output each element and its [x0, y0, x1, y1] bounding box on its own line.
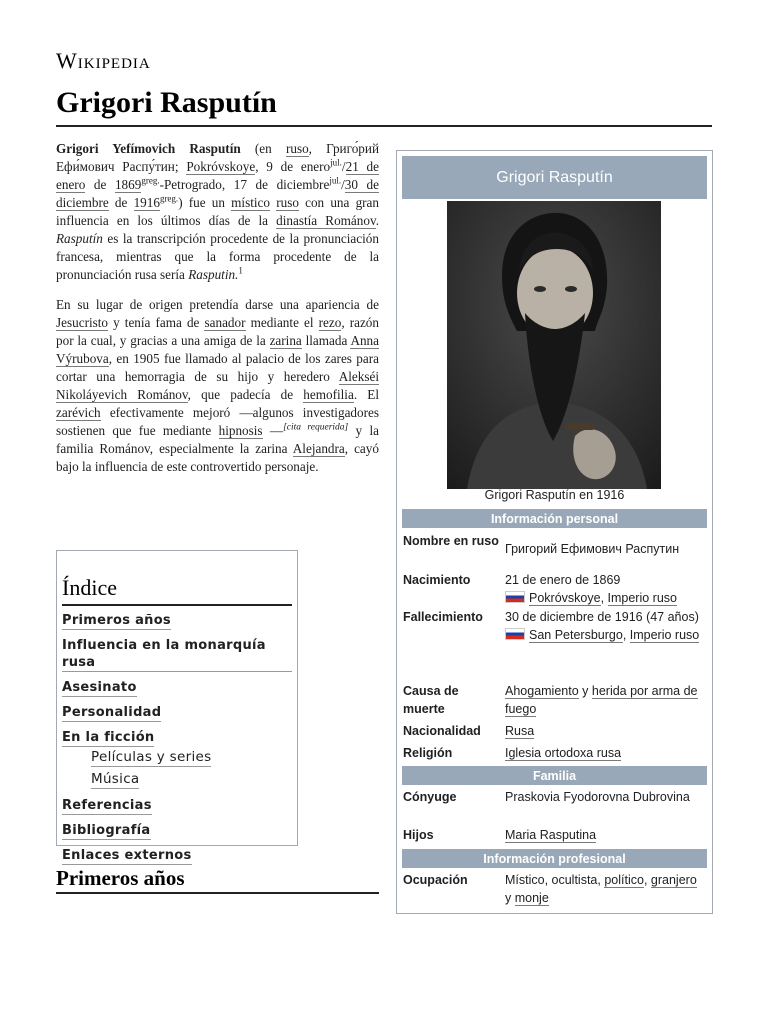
- link-rusa[interactable]: Rusa: [505, 724, 535, 738]
- link-maria-rasputina[interactable]: Maria Rasputina: [505, 828, 597, 842]
- link-jesucristo[interactable]: Jesucristo: [56, 315, 109, 330]
- infobox-title: Grigori Rasputín: [402, 156, 707, 199]
- toc-item-personalidad[interactable]: Personalidad: [62, 705, 162, 720]
- text: /: [341, 159, 346, 174]
- section-heading: Primeros años: [56, 866, 185, 890]
- row-religion: [403, 744, 706, 762]
- portrait-image: [447, 201, 661, 489]
- text: , que padecía de: [187, 387, 304, 402]
- superscript-jul[interactable]: jul.: [330, 157, 342, 168]
- portrait-photo[interactable]: [447, 201, 661, 489]
- italic-term: Rasputín: [56, 231, 103, 246]
- value-fallecimiento: [505, 608, 705, 644]
- link-anna-vyrubova[interactable]: Anna Výrubova: [56, 333, 380, 366]
- label-conyuge: Cónyuge: [403, 790, 457, 804]
- value-conyuge: Praskovia Fyodorovna Dubrovina: [505, 790, 690, 804]
- link-21-enero[interactable]: 21 de enero: [56, 159, 380, 192]
- row-nacionalidad: [403, 722, 706, 740]
- label-nombre: Nombre en ruso: [403, 534, 499, 548]
- article-lead: [56, 140, 379, 488]
- superscript-jul[interactable]: jul.: [329, 175, 342, 186]
- label-nacimiento: Nacimiento: [403, 573, 471, 587]
- link-hipnosis[interactable]: hipnosis: [218, 423, 263, 438]
- text: es la transcripción procedente de la pronunciación francesa, mientras que la forma procedente de la pronunciación rusa sería: [56, 231, 379, 282]
- title-divider: [56, 125, 712, 127]
- link-politico[interactable]: político: [604, 873, 644, 887]
- text: /: [341, 177, 345, 192]
- link-pokrovskoye[interactable]: Pokróvskoye: [186, 159, 256, 174]
- row-nombre: [403, 532, 706, 568]
- separator: y: [578, 684, 592, 698]
- label-ocupacion: Ocupación: [403, 873, 468, 887]
- link-30-diciembre[interactable]: 30 de diciembre: [56, 177, 379, 210]
- text: , en 1905 fue llamado al palacio de los zares para cortar una hemorragia de su hijo y heredero: [56, 351, 379, 384]
- link-san-petersburgo[interactable]: San Petersburgo: [529, 628, 623, 642]
- birth-date: 21 de enero de 1869: [505, 573, 621, 587]
- label-religion: Religión: [403, 746, 453, 760]
- table-of-contents: [56, 550, 298, 863]
- toc-item-influencia[interactable]: Influencia en la monarquía rusa: [62, 637, 292, 672]
- citation-needed[interactable]: [cita requerida]: [283, 422, 349, 433]
- link-granjero[interactable]: granjero: [650, 873, 697, 887]
- label-causa-muerte: Causa de muerte: [403, 684, 459, 716]
- toc-subitem-musica[interactable]: Música: [91, 771, 140, 787]
- death-date: 30 de diciembre de 1916 (47 años): [505, 610, 699, 624]
- row-conyuge: [403, 788, 706, 824]
- label-nacionalidad: Nacionalidad: [403, 724, 481, 738]
- text: con una gran influencia en los últimos días de la: [56, 195, 379, 228]
- russia-flag-icon: [505, 628, 525, 640]
- text: Místico, ocultista,: [505, 873, 605, 887]
- death-place: [505, 626, 705, 644]
- toc-subitem-peliculas[interactable]: Películas y series: [91, 749, 212, 765]
- text: y tenía fama de: [108, 315, 205, 330]
- link-iglesia-ortodoxa-rusa[interactable]: Iglesia ortodoxa rusa: [505, 746, 622, 760]
- reference-1[interactable]: 1: [238, 265, 243, 276]
- label-fallecimiento: Fallecimiento: [403, 610, 483, 624]
- text: y la familia Románov, especialmente la zarina: [56, 423, 379, 456]
- link-alejandra[interactable]: Alejandra: [292, 441, 345, 456]
- value-hijos: [505, 826, 705, 844]
- row-ocupacion: [403, 871, 706, 907]
- photo-caption: Grigori Rasputín en 1916: [484, 488, 625, 502]
- subject-name: Grigori Yefímovich Rasputín: [56, 141, 241, 156]
- link-imperio-ruso[interactable]: Imperio ruso: [607, 591, 677, 605]
- link-hemofilia[interactable]: hemofilia: [303, 387, 354, 402]
- text: ) fue un: [178, 195, 232, 210]
- value-ocupacion: [505, 871, 705, 907]
- row-causa-muerte: [403, 682, 706, 718]
- text: llamada: [301, 333, 351, 348]
- superscript-greg[interactable]: greg.: [141, 175, 160, 186]
- toc-item-bibliografia[interactable]: Bibliografía: [62, 823, 151, 838]
- text: , cayó bajo la influencia de este controvertido personaje.: [56, 441, 379, 474]
- link-ruso[interactable]: ruso: [285, 141, 309, 156]
- link-imperio-ruso-2[interactable]: Imperio ruso: [629, 628, 700, 642]
- text: , razón por la cual, y gracias a una amiga de la: [56, 315, 379, 348]
- toc-item-enlaces-externos[interactable]: Enlaces externos: [62, 848, 192, 863]
- text: de: [85, 177, 115, 192]
- link-ruso-2[interactable]: ruso: [276, 195, 299, 210]
- separator: ,: [600, 591, 608, 605]
- link-herida-arma-fuego[interactable]: herida por arma de fuego: [505, 684, 698, 716]
- wikipedia-wordmark[interactable]: Wikipedia: [56, 48, 151, 73]
- section-header-profesional: Información profesional: [402, 849, 707, 868]
- link-rezo[interactable]: rezo: [318, 315, 342, 330]
- page-title: Grigori Rasputín: [56, 86, 277, 119]
- text: En su lugar de origen pretendía darse una apariencia de: [56, 297, 379, 312]
- toc-item-asesinato[interactable]: Asesinato: [62, 680, 137, 695]
- text: -Petrogrado, 17 de diciembre: [159, 177, 330, 192]
- lead-paragraph-2: [56, 296, 379, 476]
- text: , Григо́рий Ефи́мович Распу́тин;: [56, 141, 379, 174]
- toc-item-en-la-ficcion[interactable]: En la ficción: [62, 730, 155, 745]
- text: —: [262, 423, 284, 438]
- link-pokrovskoye-infobox[interactable]: Pokróvskoye: [529, 591, 601, 605]
- birth-place: [505, 589, 705, 607]
- row-hijos: [403, 826, 706, 844]
- link-1869[interactable]: 1869: [114, 177, 142, 192]
- russia-flag-icon: [505, 591, 525, 603]
- separator: ,: [643, 873, 651, 887]
- value-religion: [505, 744, 705, 762]
- value-nombre: Григорий Ефимович Распутин: [505, 542, 680, 556]
- section-header-personal: Información personal: [402, 509, 707, 528]
- separator: y: [505, 891, 515, 905]
- lead-paragraph-1: [56, 140, 379, 284]
- value-nacionalidad: [505, 722, 705, 740]
- text: , 9 de enero: [255, 159, 331, 174]
- text: .: [375, 213, 379, 228]
- text: . El: [353, 387, 379, 402]
- italic-term: Rasputin.: [188, 267, 239, 282]
- link-zarevich[interactable]: zarévich: [56, 405, 101, 420]
- link-mistico[interactable]: místico: [231, 195, 271, 210]
- text: mediante el: [245, 315, 319, 330]
- section-header-familia: Familia: [402, 766, 707, 785]
- toc-title: Índice: [62, 575, 292, 606]
- link-dinastia-romanov[interactable]: dinastía Románov: [276, 213, 376, 228]
- infobox: [396, 150, 713, 914]
- row-nacimiento: [403, 571, 706, 607]
- link-ahogamiento[interactable]: Ahogamiento: [505, 684, 579, 698]
- link-monje[interactable]: monje: [514, 891, 549, 905]
- separator: ,: [622, 628, 630, 642]
- text: efectivamente mejoró —algunos investigadores sostienen que fue mediante: [56, 405, 379, 438]
- text: (en: [240, 141, 286, 156]
- row-fallecimiento: [403, 608, 706, 680]
- link-sanador[interactable]: sanador: [204, 315, 246, 330]
- value-nacimiento: [505, 571, 705, 607]
- section-divider: [56, 892, 379, 894]
- link-1916[interactable]: 1916: [133, 195, 160, 210]
- link-zarina[interactable]: zarina: [269, 333, 302, 348]
- text: de: [108, 195, 134, 210]
- link-aleksei[interactable]: Alekséi Nikoláyevich Románov: [56, 369, 379, 402]
- value-causa-muerte: [505, 682, 705, 718]
- superscript-greg[interactable]: greg.: [159, 193, 179, 204]
- label-hijos: Hijos: [403, 828, 434, 842]
- toc-item-primeros-anos[interactable]: Primeros años: [62, 613, 171, 628]
- toc-item-referencias[interactable]: Referencias: [62, 798, 152, 813]
